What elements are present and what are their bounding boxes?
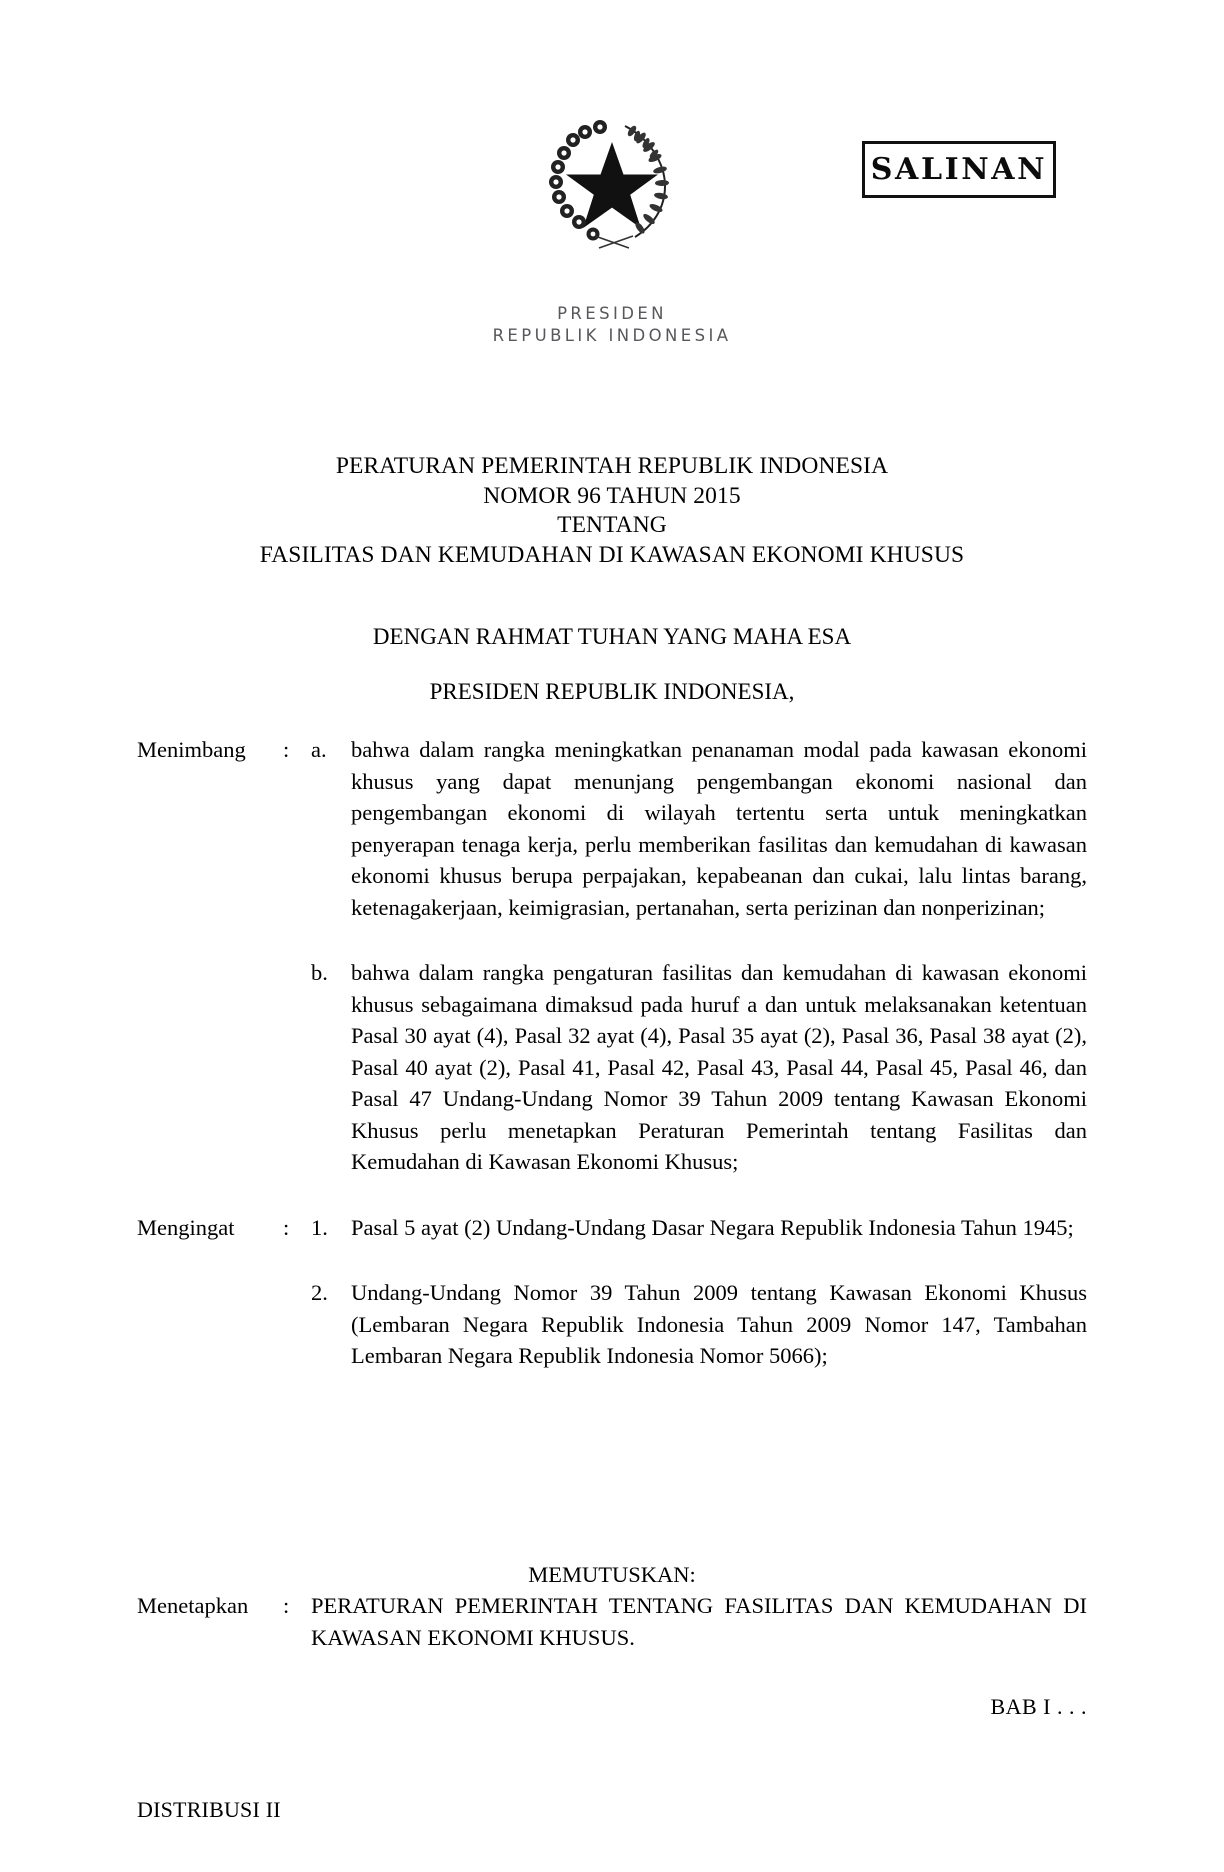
- spacer: [137, 1243, 1087, 1277]
- title-line-2: NOMOR 96 TAHUN 2015: [483, 482, 741, 509]
- title-line-4: FASILITAS DAN KEMUDAHAN DI KAWASAN EKONOMI KHUSUS: [259, 541, 965, 568]
- salinan-stamp: [862, 141, 1056, 198]
- document-title-block: [0, 452, 1224, 570]
- document-body: [137, 734, 1087, 1372]
- continuation-marker: BAB I . . .: [990, 1694, 1087, 1719]
- presidential-star-wreath-emblem: [537, 108, 687, 258]
- considerations-section: [137, 734, 1087, 923]
- considerations-item-b: [311, 957, 1087, 1178]
- emblem-caption: [0, 303, 1224, 347]
- considerations-item-text-a: bahwa dalam rangka meningkatkan penanaman modal pada kawasan ekonomi khusus yang dapat menunjang pengembangan ekonomi nasional dan pengembangan ekonomi di wilayah tertentu serta untuk meningkatkan penyerapan tenaga kerja, perlu memberikan fasilitas dan kemudahan di kawasan ekonomi khusus berupa perpajakan, kepabeanan dan cukai, lalu lintas barang, ketenagakerjaan, keimigrasian, pertanahan, serta perizinan dan nonperizinan;: [351, 737, 1087, 920]
- title-line-3: TENTANG: [557, 512, 667, 538]
- decision-label: Menetapkan: [137, 1593, 249, 1618]
- title-line-1: PERATURAN PEMERINTAH REPUBLIK INDONESIA: [335, 453, 889, 479]
- considerations-item-marker-b: b.: [311, 960, 328, 985]
- considerations-colon: :: [283, 737, 290, 762]
- spacer: [137, 923, 1087, 957]
- legal-basis-section: [137, 1212, 1087, 1244]
- considerations-item-marker-a: a.: [311, 737, 327, 762]
- legal-basis-colon: :: [283, 1214, 290, 1240]
- distribution-footer: DISTRIBUSI II: [137, 1797, 281, 1822]
- decision-colon: :: [283, 1593, 290, 1618]
- decision-heading: MEMUTUSKAN:: [528, 1562, 696, 1587]
- legal-basis-item-marker-2: 2.: [311, 1280, 328, 1305]
- considerations-item-text-b: bahwa dalam rangka pengaturan fasilitas dan kemudahan di kawasan ekonomi khusus sebagaimana dimaksud pada huruf a dan untuk melaksanakan ketentuan Pasal 30 ayat (4), Pasal 32 ayat (4), Pasal 35 ayat (2), Pasal 36, Pasal 38 ayat (2), Pasal 40 ayat (2), Pasal 41, Pasal 42, Pasal 43, Pasal 44, Pasal 45, Pasal 46, dan Pasal 47 Undang-Undang Nomor 39 Tahun 2009 tentang Kawasan Ekonomi Khusus perlu menetapkan Peraturan Pemerintah tentang Fasilitas dan Kemudahan di Kawasan Ekonomi Khusus;: [351, 960, 1087, 1174]
- emblem-caption-line-2: REPUBLIK INDONESIA: [492, 326, 732, 345]
- issuing-authority-line: PRESIDEN REPUBLIK INDONESIA,: [429, 679, 795, 704]
- legal-basis-item-2: [311, 1277, 1087, 1372]
- emblem-caption-line-1: PRESIDEN: [557, 304, 667, 323]
- document-header: [0, 0, 1224, 380]
- considerations-label: Menimbang: [137, 737, 246, 762]
- legal-basis-item-text-1: Pasal 5 ayat (2) Undang-Undang Dasar Negara Republik Indonesia Tahun 1945;: [351, 1214, 1074, 1240]
- salinan-stamp-label: SALINAN: [870, 152, 1048, 187]
- legal-basis-item-marker-1: 1.: [311, 1214, 328, 1240]
- legal-basis-label: Mengingat: [137, 1214, 235, 1240]
- decision-text: PERATURAN PEMERINTAH TENTANG FASILITAS DAN KEMUDAHAN DI KAWASAN EKONOMI KHUSUS.: [311, 1593, 1087, 1650]
- decision-section: [137, 1590, 1087, 1653]
- invocation-line: DENGAN RAHMAT TUHAN YANG MAHA ESA: [372, 624, 852, 649]
- spacer: [137, 1178, 1087, 1212]
- legal-basis-item-text-2: Undang-Undang Nomor 39 Tahun 2009 tentang Kawasan Ekonomi Khusus (Lembaran Negara Republik Indonesia Tahun 2009 Nomor 147, Tambahan Lembaran Negara Republik Indonesia Nomor 5066);: [351, 1280, 1087, 1368]
